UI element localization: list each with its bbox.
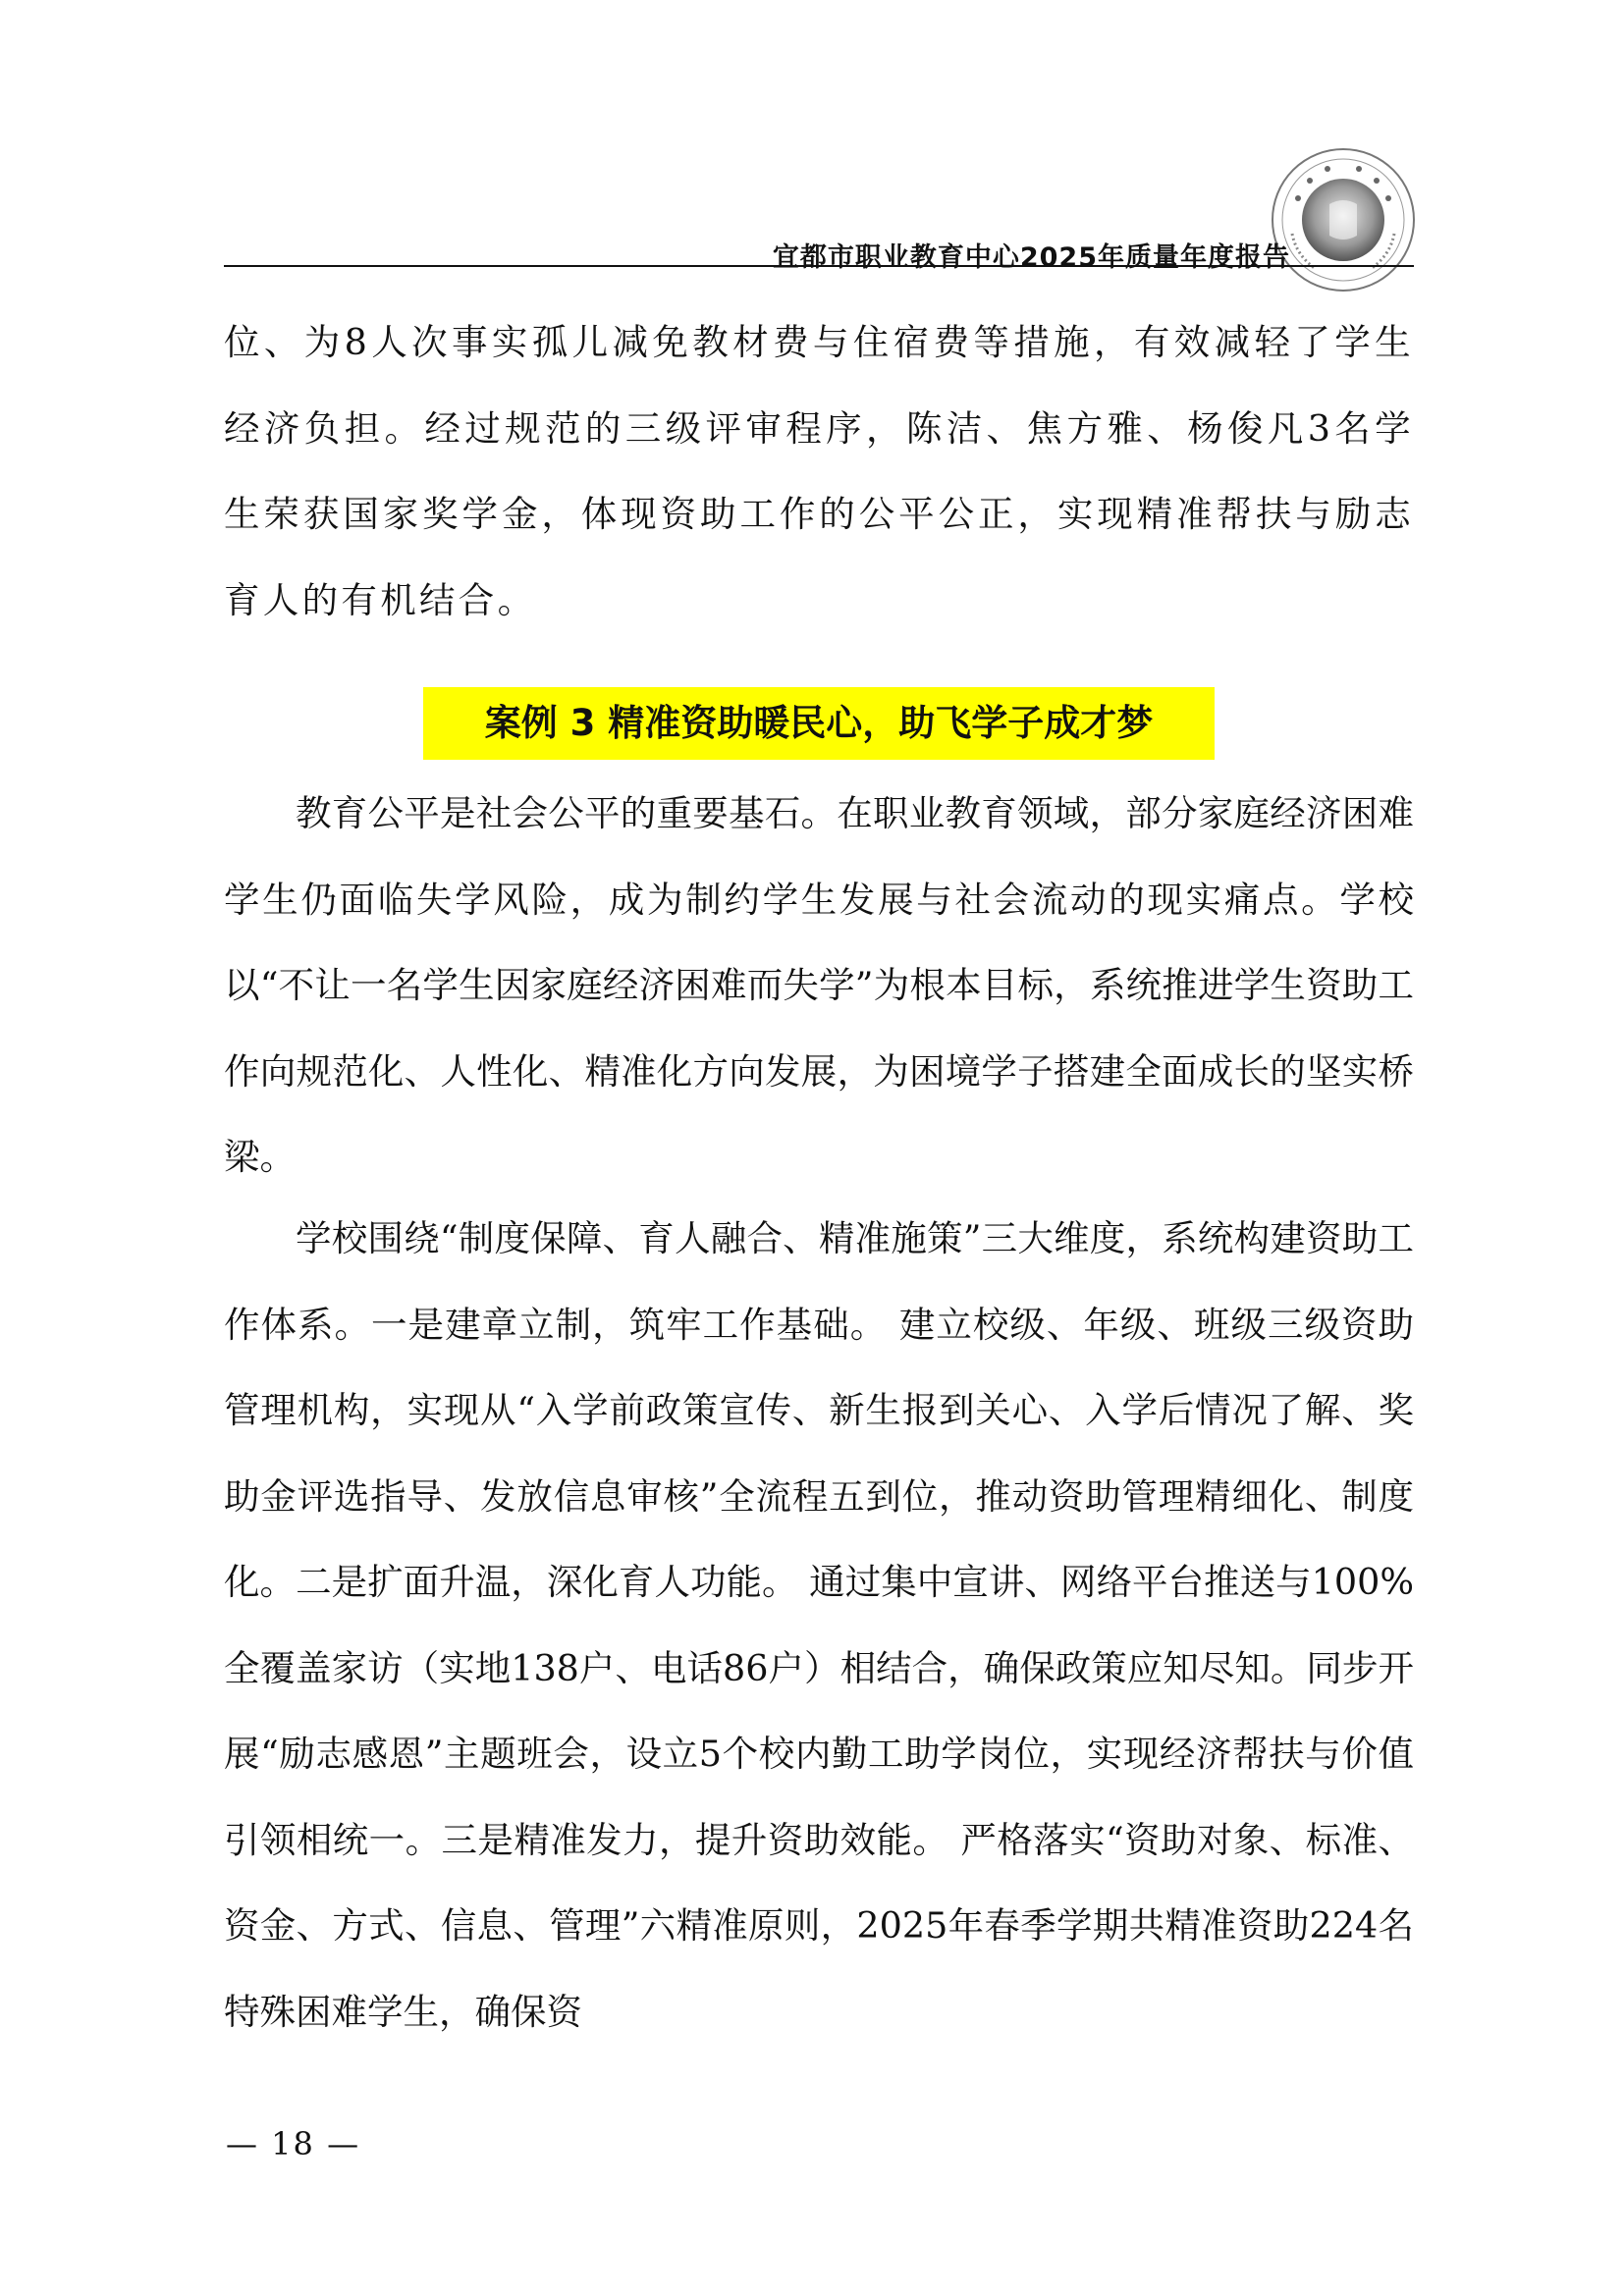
header-title: 宜都市职业教育中心2025年质量年度报告 (772, 242, 1290, 273)
body-paragraph-2: 教育公平是社会公平的重要基石。在职业教育领域，部分家庭经济困难学生仍面临失学风险，成为制约学生发展与社会流动的现实痛点。学校以“不让一名学生因家庭经济困难而失学”为根本目标，系统推进学生资助工作向规范化、人性化、精准化方向发展，为困境学子搭建全面成长的坚实桥梁。 (224, 792, 1414, 1178)
case-heading: 案例 3 精准资助暖民心，助飞学子成才梦 (423, 687, 1215, 760)
body-paragraph-3: 学校围绕“制度保障、育人融合、精准施策”三大维度，系统构建资助工作体系。一是建章立制，筑牢工作基础。 建立校级、年级、班级三级资助管理机构，实现从“入学前政策宣传、新生报到关心、入学后情况了解、奖助金评选指导、发放信息审核”全流程五到位，推动资助管理精细化、制度化。二是扩面升温，深化育人功能。 通过集中宣讲、网络平台推送与100%全覆盖家访（实地138户、电话86户）相结合，确保政策应知尽知。同步开展“励志感恩”主题班会，设立5个校内勤工助学岗位，实现经济帮扶与价值引领相统一。三是精准发力，提升资助效能。 严格落实“资助对象、标准、资金、方式、信息、管理”六精准原则，2025年春季学期共精准资助224名特殊困难学生，确保资 (224, 1217, 1414, 2033)
body-paragraph-1: 位、为8人次事实孤儿减免教材费与住宿费等措施，有效减轻了学生经济负担。经过规范的三级评审程序，陈洁、焦方雅、杨俊凡3名学生荣获国家奖学金，体现资助工作的公平公正，实现精准帮扶与励志育人的有机结合。 (224, 321, 1414, 621)
school-seal-icon (1269, 145, 1418, 294)
page-number: — 18 — (226, 2125, 361, 2163)
header-divider (224, 265, 1414, 267)
